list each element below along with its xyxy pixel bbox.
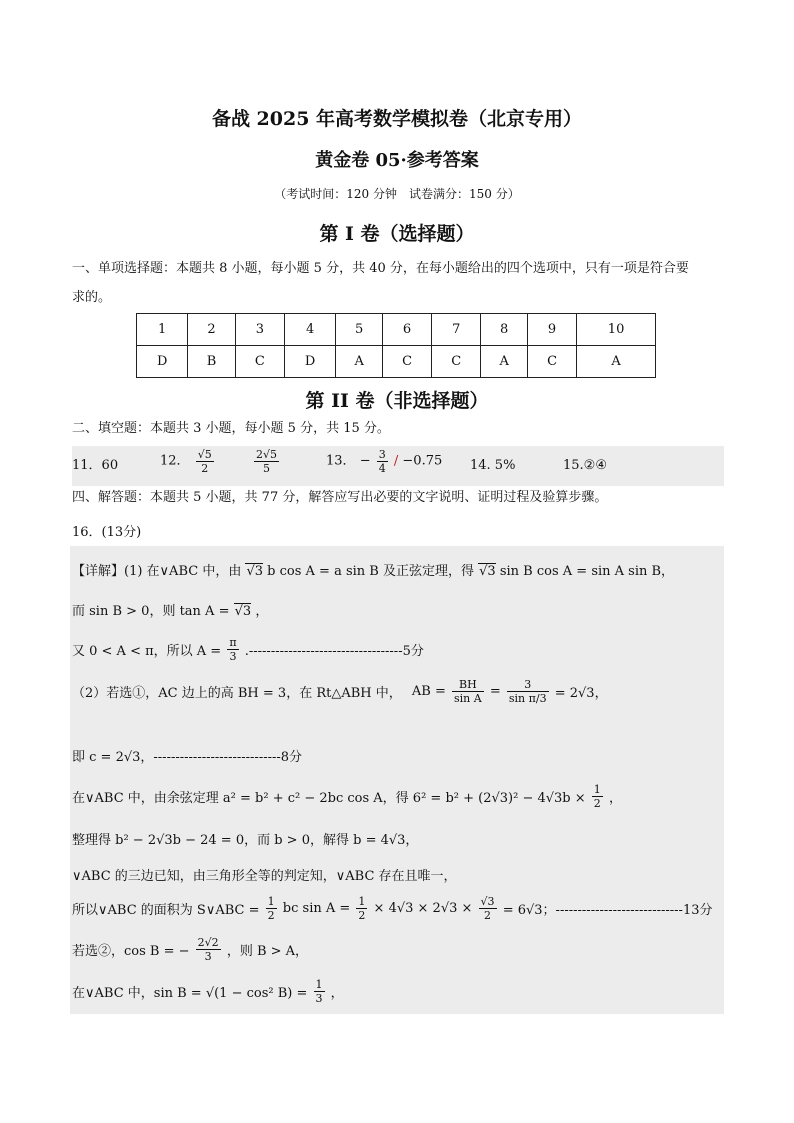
solution-text: （2）若选①，AC 边上的高 BH = 3，在 Rt△ABH 中， [72, 686, 402, 701]
solution-line-11 [72, 978, 344, 1005]
choice-instructions-line1: 一、单项选择题：本题共 8 小题，每小题 5 分，共 40 分，在每小题给出的四个选项中，只有一项是符合要 [72, 261, 689, 276]
solution-line-5: 即 c = 2√3，-----------------------------8分 [72, 750, 303, 765]
solution-text: = 2√3， [554, 686, 608, 701]
answer-table-answer-row [137, 346, 656, 378]
answer-cell: A [336, 346, 383, 378]
answer-table-number-row [137, 314, 656, 346]
question-number-cell: 6 [382, 314, 431, 346]
fraction-denominator: 2 [358, 909, 366, 922]
solution-line-10 [72, 936, 308, 963]
solution-text: ， [330, 986, 344, 1001]
sqrt-expression: √3 [479, 564, 496, 579]
answer-cell: D [137, 346, 188, 378]
fraction-denominator: 2 [484, 909, 492, 922]
question-16-label: 16．(13分) [72, 525, 142, 540]
solution-text: AB = [411, 684, 446, 699]
question-number-cell: 7 [432, 314, 481, 346]
fraction-numerator: 1 [593, 783, 601, 796]
fraction [196, 936, 221, 963]
solution-text: ， [608, 791, 622, 806]
solution-text: = 6√3；-----------------------------13分 [502, 903, 713, 918]
fraction [266, 895, 277, 922]
fraction-denominator: 3 [229, 650, 237, 663]
exam-info-note: （考试时间：120 分钟 试卷满分：150 分） [274, 187, 520, 201]
fraction-denominator: 3 [315, 992, 323, 1005]
fraction-numerator: √5 [197, 448, 212, 461]
solution-line-1 [72, 560, 674, 579]
minus-sign: − [359, 453, 371, 469]
solution-line-6 [72, 783, 622, 810]
fraction-numerator: 3 [378, 448, 386, 461]
answer-15: 15.②④ [563, 458, 607, 473]
question-number-cell: 2 [188, 314, 235, 346]
answer-13 [326, 448, 442, 475]
fraction-numerator: 2√5 [255, 448, 277, 461]
question-number-cell: 5 [336, 314, 383, 346]
fraction-denominator: 3 [204, 950, 212, 963]
question-number-cell: 3 [235, 314, 284, 346]
solution-text: × 4√3 × 2√3 × [373, 901, 473, 916]
answer-12-fraction-1 [196, 448, 214, 475]
question-number-cell: 1 [137, 314, 188, 346]
fraction-denominator: 2 [201, 462, 209, 475]
solution-line-8: ∨ABC 的三边已知，由三角形全等的判定知，∨ABC 存在且唯一， [72, 869, 457, 884]
solution-line-3 [72, 636, 424, 663]
fraction-denominator: sin A [454, 692, 482, 705]
answer-cell: D [284, 346, 335, 378]
answer-13-decimal: −0.75 [402, 453, 443, 469]
fraction [452, 678, 484, 705]
answer-12-label: 12． [160, 453, 190, 469]
fraction [479, 895, 497, 922]
solution-line-9 [72, 895, 712, 922]
fraction [356, 895, 367, 922]
fraction-numerator: √3 [480, 895, 495, 908]
answer-13-label: 13． [326, 453, 356, 469]
document-subtitle: 黄金卷 05·参考答案 [315, 150, 479, 171]
fraction-numerator: 2√2 [197, 936, 219, 949]
part1-heading: 第 I 卷（选择题） [319, 223, 475, 245]
fraction-denominator: 4 [378, 462, 386, 475]
alternative-slash: / [393, 453, 399, 469]
choice-instructions-line2: 求的。 [72, 290, 112, 305]
solution-text: 又 0 < A < π，所以 A = [72, 644, 222, 659]
solution-text: ，则 B > A， [226, 944, 309, 959]
answer-cell: B [188, 346, 235, 378]
fraction-denominator: 2 [267, 909, 275, 922]
fraction [227, 636, 238, 663]
solution-line-7: 整理得 b² − 2√3b − 24 = 0，而 b > 0，解得 b = 4√3， [72, 833, 419, 848]
question-number-cell: 10 [577, 314, 656, 346]
document-title: 备战 2025 年高考数学模拟卷（北京专用） [211, 108, 583, 130]
solve-instructions: 四、解答题：本题共 5 小题，共 77 分，解答应写出必要的文字说明、证明过程及验算步骤。 [72, 490, 608, 505]
answer-cell: A [481, 346, 528, 378]
answer-12-fraction-2 [254, 448, 279, 475]
fraction-denominator: sin π/3 [508, 692, 547, 705]
solution-text: .-----------------------------------5分 [244, 644, 424, 659]
solution-text: = [489, 684, 501, 699]
fraction-denominator: 5 [262, 462, 270, 475]
fraction-numerator: 1 [358, 895, 366, 908]
fraction-denominator: 2 [593, 797, 601, 810]
answer-cell: C [432, 346, 481, 378]
part2-heading: 第 II 卷（非选择题） [305, 390, 489, 412]
answer-13-fraction [377, 448, 388, 475]
solution-line-4 [72, 678, 608, 705]
sqrt-expression: √3 [234, 604, 252, 619]
answer-cell: C [235, 346, 284, 378]
question-number-cell: 8 [481, 314, 528, 346]
fraction-numerator: 1 [315, 978, 323, 991]
solution-text: ， [255, 604, 269, 619]
question-number-cell: 9 [527, 314, 576, 346]
solution-text: 所以∨ABC 的面积为 S∨ABC = [72, 903, 260, 918]
fraction [507, 678, 549, 705]
fill-instructions: 二、填空题：本题共 3 小题，每小题 5 分，共 15 分。 [72, 421, 390, 436]
solution-text: 在∨ABC 中，sin B = √(1 − cos² B) = [72, 986, 308, 1001]
solution-text: bc sin A = [282, 901, 351, 916]
answer-table [136, 313, 656, 378]
fraction-numerator: 3 [507, 678, 549, 692]
solution-text: 在∨ABC 中，由余弦定理 a² = b² + c² − 2bc cos A，得 6² = b² + (2√3)² − 4√3b × [72, 791, 586, 806]
answer-cell: A [577, 346, 656, 378]
answer-14: 14. 5% [470, 458, 516, 473]
question-number-cell: 4 [284, 314, 335, 346]
solution-text: 【详解】(1) 在∨ABC 中，由 [72, 564, 242, 579]
solution-text: 而 sin B > 0，则 tan A = [72, 604, 230, 619]
fraction [592, 783, 603, 810]
solution-line-2 [72, 600, 268, 619]
solution-text: 若选②，cos B = − [72, 944, 190, 959]
sqrt-expression: √3 [246, 564, 264, 579]
answer-12 [160, 448, 281, 475]
answer-cell: C [527, 346, 576, 378]
fraction-numerator: 1 [267, 895, 275, 908]
fraction-numerator: BH [452, 678, 484, 692]
fraction [314, 978, 325, 1005]
answer-11: 11．60 [72, 458, 119, 473]
solution-text: sin B cos A = sin A sin B， [499, 564, 675, 579]
solution-text: b cos A = a sin B 及正弦定理，得 [267, 564, 474, 579]
answer-cell: C [382, 346, 431, 378]
fraction-numerator: π [229, 636, 237, 649]
